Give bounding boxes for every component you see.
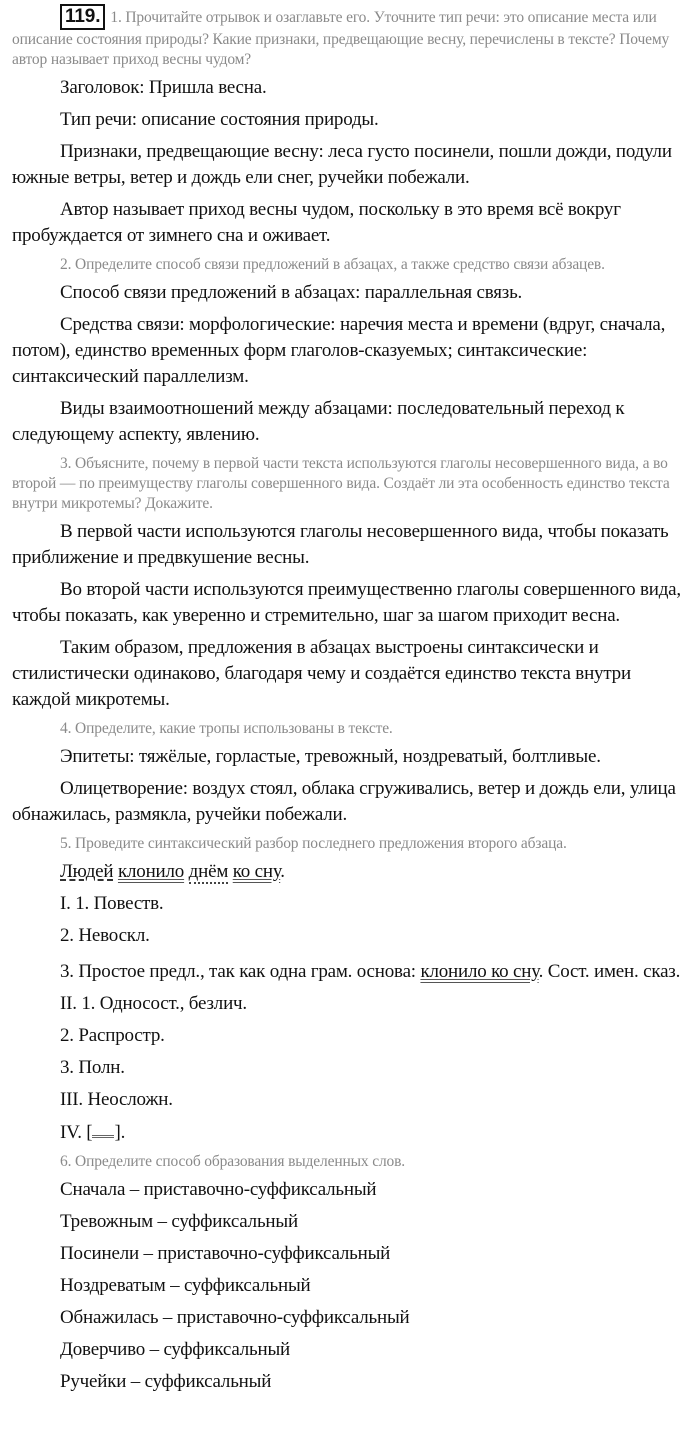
word-predicate: клонило [117,861,185,882]
parsed-sentence [12,859,684,885]
task-5: 5. Проведите синтаксический разбор последнего предложения второго абзаца. [60,835,567,852]
scheme-blank [92,1119,114,1138]
parse-line-6: 3. Полн. [60,1057,125,1078]
answer-title: Заголовок: Пришла весна. [60,77,267,98]
parse-line-7: III. Неосложн. [60,1089,173,1110]
parse-line-3-end: . Сост. имен. сказ. [538,961,681,982]
word-adverbial: днём [188,861,229,882]
parse-line-8 [12,1119,684,1146]
word-formation-3: Посинели – приставочно-суффиксальный [60,1243,391,1264]
parse-line-3-start: 3. Простое предл., так как одна грам. основа: [60,961,421,982]
task-1 [12,4,684,70]
word-formation-5: Обнажилась – приставочно-суффиксальный [60,1307,410,1328]
grammar-basis: клонило ко сну [420,961,539,982]
answer-personification: Олицетворение: воздух стоял, облака сгруживались, ветер и дождь ели, улица обнажилась, размякла, ручейки побежали. [12,778,676,825]
parse-line-1: I. 1. Повеств. [60,893,164,914]
answer-connection-means: Средства связи: морфологические: наречия места и времени (вдруг, сначала, потом), единство временных форм глаголов-сказуемых; синтаксические: синтаксический параллелизм. [12,314,666,387]
word-formation-4: Ноздреватым – суффиксальный [60,1275,311,1296]
word-formation-2: Тревожным – суффиксальный [60,1211,298,1232]
answer-signs: Признаки, предвещающие весну: леса густо посинели, пошли дожди, подули южные ветры, ветер и дождь ели снег, ручейки побежали. [12,141,672,188]
task-4: 4. Определите, какие тропы использованы в тексте. [60,720,393,737]
parse-line-3 [12,959,684,985]
scheme-open: IV. [ [60,1122,93,1143]
word-predicate-part: ко сну [232,861,281,882]
task-2: 2. Определите способ связи предложений в абзацах, а также средство связи абзацев. [60,256,605,273]
parse-line-4: II. 1. Односост., безлич. [60,993,247,1014]
document-page [12,4,684,1401]
task-1-text: 1. Прочитайте отрывок и озаглавьте его. Уточните тип речи: это описание места или описание состояния природы? Какие признаки, предвещающие весну, перечислены в тексте? Почему автор называет приход весны чудом? [12,9,670,68]
answer-speech-type: Тип речи: описание состояния природы. [60,109,379,130]
word-formation-6: Доверчиво – суффиксальный [60,1339,291,1360]
sentence-end: . [280,861,285,882]
word-formation-1: Сначала – приставочно-суффиксальный [60,1179,377,1200]
answer-first-part: В первой части используются глаголы несовершенного вида, чтобы показать приближение и предвкушение весны. [12,521,669,568]
word-formation-7: Ручейки – суффиксальный [60,1371,272,1392]
answer-conclusion: Таким образом, предложения в абзацах выстроены синтаксически и стилистически одинаково, благодаря чему и создаётся единство текста внутри каждой микротемы. [12,637,631,710]
exercise-number: 119. [60,4,105,30]
answer-second-part: Во второй части используются преимущественно глаголы совершенного вида, чтобы показать, как уверенно и стремительно, шаг за шагом приходит весна. [12,579,681,626]
task-6: 6. Определите способ образования выделенных слов. [60,1153,406,1170]
answer-miracle: Автор называет приход весны чудом, поскольку в это время всё вокруг пробуждается от зимнего сна и оживает. [12,199,621,246]
task-3: 3. Объясните, почему в первой части текста используются глаголы несовершенного вида, а во второй — по преимуществу глаголы совершенного вида. Создаёт ли эта особенность единство текста внутри микротемы? Докажите. [12,455,670,512]
answer-epithets: Эпитеты: тяжёлые, горластые, тревожный, ноздреватый, болтливые. [60,746,601,767]
answer-paragraph-relations: Виды взаимоотношений между абзацами: последовательный переход к следующему аспекту, явлению. [12,398,625,445]
parse-line-2: 2. Невоскл. [60,925,150,946]
answer-connection-type: Способ связи предложений в абзацах: параллельная связь. [60,282,523,303]
word-object: Людей [60,861,114,882]
scheme-close: ]. [114,1122,126,1143]
parse-line-5: 2. Распростр. [60,1025,165,1046]
